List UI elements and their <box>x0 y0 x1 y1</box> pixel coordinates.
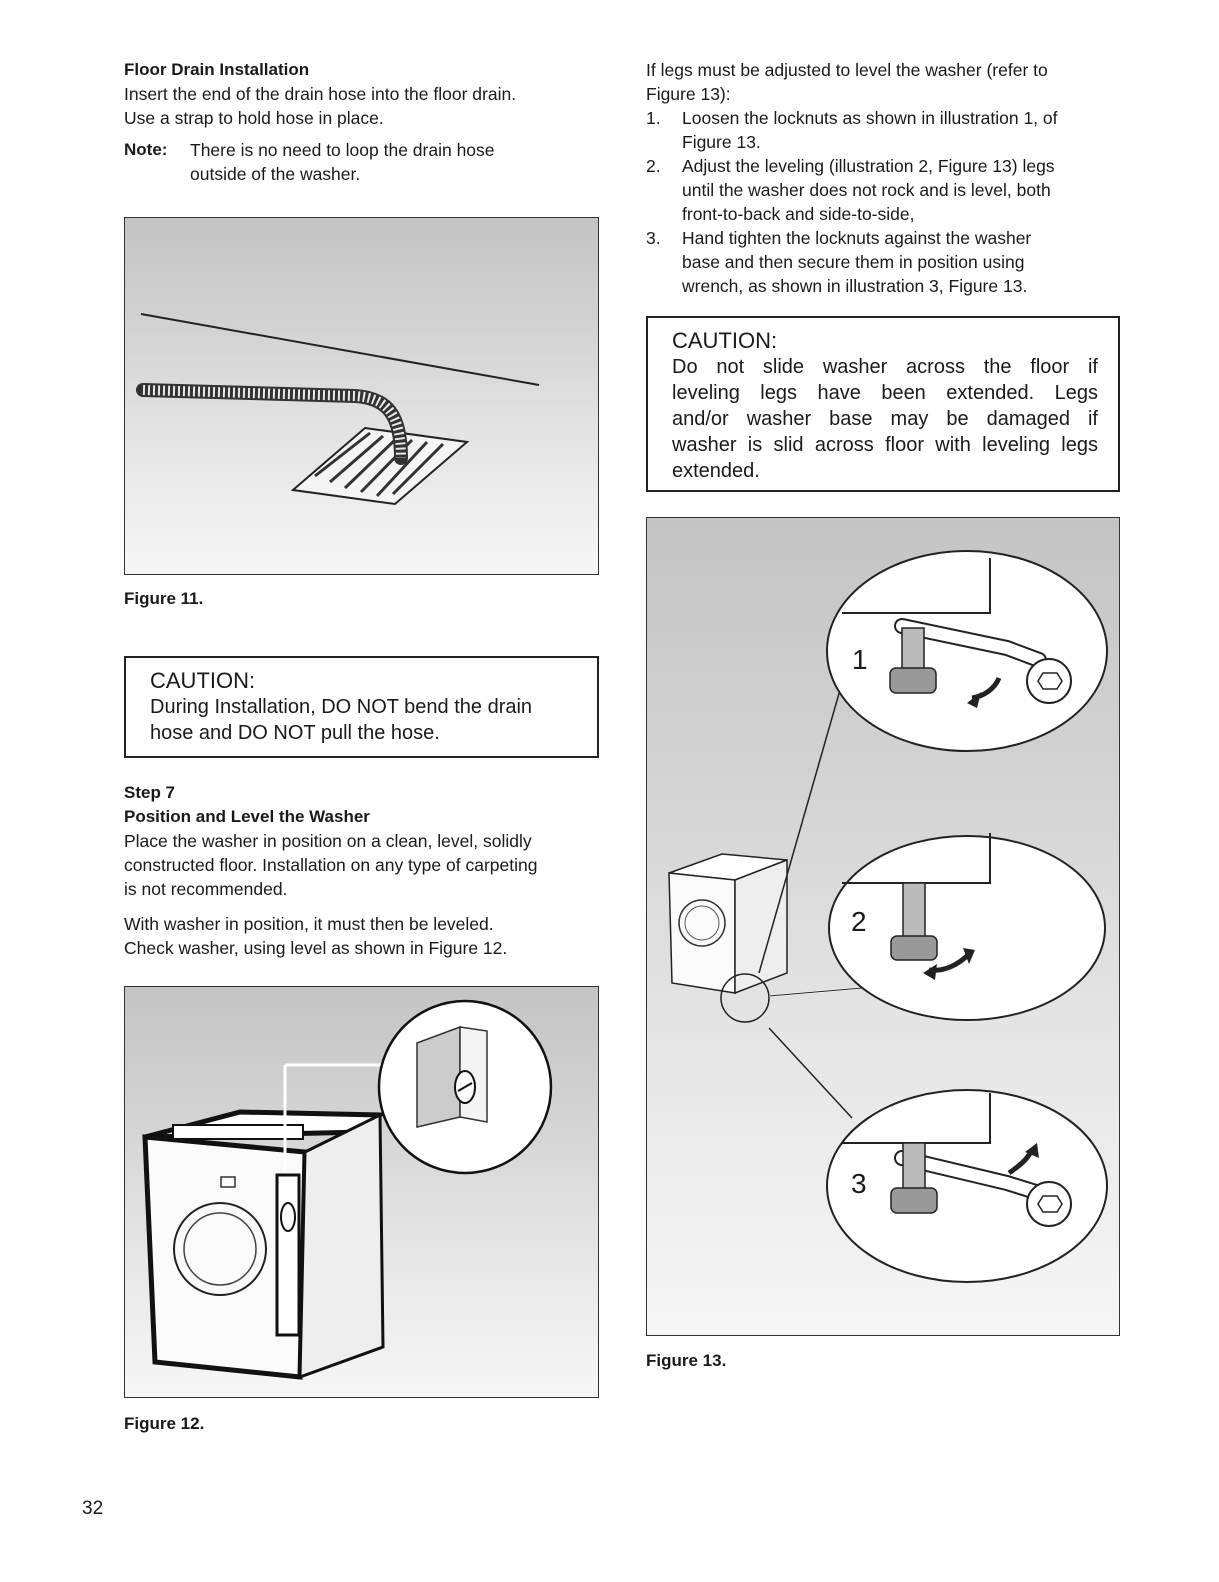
caution-1-line-2: hose and DO NOT pull the hose. <box>150 722 440 744</box>
floor-drain-section <box>124 58 604 186</box>
caution-2-line-2: leveling legs have been extended. Legs <box>672 382 1098 404</box>
page-number: 32 <box>82 1498 104 1519</box>
figure-12-caption: Figure 12. <box>124 1414 205 1433</box>
intro-line-1: If legs must be adjusted to level the washer (refer to <box>646 60 1048 80</box>
washer-icon <box>669 854 787 993</box>
step-7-title: Position and Level the Washer <box>124 807 370 826</box>
intro-line-2: Figure 13): <box>646 84 731 104</box>
note-line-1: There is no need to loop the drain hose <box>190 140 495 160</box>
illustration-label-2: 2 <box>851 906 867 937</box>
step-7-label: Step 7 <box>124 783 176 802</box>
step-7-section <box>124 781 604 960</box>
leveling-instructions <box>646 58 1126 298</box>
figure-12-image <box>124 986 599 1398</box>
caution-box-1 <box>124 656 599 758</box>
caution-2-line-5: extended. <box>672 460 760 482</box>
step-7-para1-line-2: constructed floor. Installation on any type of carpeting <box>124 855 538 875</box>
illustration-label-3: 3 <box>851 1168 867 1199</box>
caution-box-2 <box>646 316 1120 492</box>
caution-2-title: CAUTION: <box>672 328 778 353</box>
step-7-para1-line-3: is not recommended. <box>124 879 288 899</box>
floor-drain-heading: Floor Drain Installation <box>124 60 310 79</box>
step-7-para2-line-1: With washer in position, it must then be leveled. <box>124 914 494 934</box>
figure-11-caption: Figure 11. <box>124 589 204 608</box>
caution-2-line-4: washer is slid across floor with leveling legs <box>672 434 1098 456</box>
list-item: 2. Adjust the leveling (illustration 2, Figure 13) legs until the washer does not rock and is level, both front-to-back and side-to-side, <box>646 156 1055 224</box>
note-block <box>124 138 604 186</box>
caution-1-line-1: During Installation, DO NOT bend the drain <box>150 696 533 718</box>
caution-1-title: CAUTION: <box>150 668 256 693</box>
step-7-para2-line-2: Check washer, using level as shown in Figure 12. <box>124 938 508 958</box>
caution-2-line-1: Do not slide washer across the floor if <box>672 356 1098 378</box>
level-detail-icon <box>417 1027 487 1127</box>
caution-2-line-3: and/or washer base may be damaged if <box>672 408 1098 430</box>
floor-drain-line-2: Use a strap to hold hose in place. <box>124 108 384 128</box>
floor-drain-line-1: Insert the end of the drain hose into the floor drain. <box>124 84 517 104</box>
figure-11-image <box>124 217 599 575</box>
washer-icon <box>145 1112 383 1377</box>
note-line-2: outside of the washer. <box>190 164 361 184</box>
note-label: Note: <box>124 140 168 159</box>
list-item: 3. Hand tighten the locknuts against the washer base and then secure them in position using wrench, as shown in illustration 3, Figure 13. <box>646 228 1032 296</box>
list-item: 1. Loosen the locknuts as shown in illustration 1, of Figure 13. <box>646 108 1058 152</box>
illustration-label-1: 1 <box>852 644 868 675</box>
figure-13-image <box>646 517 1120 1336</box>
figure-13-caption: Figure 13. <box>646 1351 727 1370</box>
step-7-para1-line-1: Place the washer in position on a clean, level, solidly <box>124 831 532 851</box>
leveling-steps <box>646 106 1126 298</box>
